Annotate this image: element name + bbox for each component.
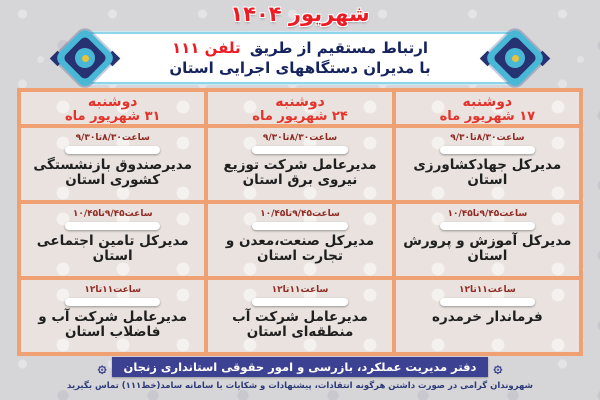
schedule-slot <box>21 280 204 352</box>
footer-note: شهروندان گرامی در صورت داشتن هرگونه انتقادات، پیشنهادات و شکایات با سامانه سامد(خط۱۱۱) تماس بگیرید <box>67 381 533 391</box>
underline-bar <box>440 222 535 230</box>
underline-bar <box>65 146 160 154</box>
schedule-table <box>17 88 583 356</box>
slot-title: مدیرعامل شرکت آب منطقه‌ای استان <box>232 309 368 341</box>
banner-strip <box>82 32 518 84</box>
footer-ornament-icon: ۞ <box>97 357 107 376</box>
column-day: دوشنبه <box>275 93 325 110</box>
schedule-slot <box>208 280 391 352</box>
slot-title: مدیرکل آموزش و پرورش استان <box>403 233 572 265</box>
underline-bar <box>440 298 535 306</box>
slot-time: ساعت۹/۴۵تا۱۰/۴۵ <box>72 209 153 219</box>
banner <box>0 31 600 85</box>
column-header <box>396 92 579 124</box>
schedule-column-17 <box>396 92 579 352</box>
footer-band-row <box>0 357 600 377</box>
medallion-dot <box>82 55 89 62</box>
slot-title: مدیرکل صنعت،معدن و تجارت استان <box>225 233 375 265</box>
schedule-column-31 <box>21 92 204 352</box>
underline-bar <box>65 298 160 306</box>
schedule-slot <box>396 128 579 200</box>
schedule-slot <box>208 128 391 200</box>
underline-bar <box>252 298 347 306</box>
column-header <box>208 92 391 124</box>
medallion-dot <box>512 55 519 62</box>
column-date: ۱۷ شهریور ماه <box>439 108 536 124</box>
footer-office-band: دفتر مدیریت عملکرد، بازرسی و امور حقوقی استانداری زنجان <box>112 357 489 377</box>
slot-time: ساعت۱۱تا۱۲ <box>84 285 142 295</box>
slot-time: ساعت۱۱تا۱۲ <box>271 285 329 295</box>
slot-time: ساعت۱۱تا۱۲ <box>459 285 516 295</box>
underline-bar <box>65 222 160 230</box>
underline-bar <box>252 222 347 230</box>
slot-title: مدیرعامل شرکت آب و فاضلاب استان <box>38 309 188 341</box>
schedule-slot <box>21 204 204 276</box>
banner-line-2: با مدیران دستگاههای اجرایی استان <box>169 59 431 77</box>
slot-title: فرماندار خرمدره <box>432 309 543 325</box>
slot-time: ساعت۹/۴۵تا۱۰/۴۵ <box>260 209 340 219</box>
ornament-medallion-icon <box>54 27 116 89</box>
banner-phone-111: تلفن ۱۱۱ <box>171 38 241 57</box>
slot-title: مدیرصندوق بازنشستگی کشوری استان <box>33 157 192 189</box>
slot-title: مدیرکل تامین اجتماعی استان <box>36 233 189 265</box>
slot-time: ساعت۸/۳۰تا۹/۳۰ <box>75 133 150 143</box>
slot-time: ساعت۹/۴۵تا۱۰/۴۵ <box>447 209 528 219</box>
footer-ornament-icon: ۞ <box>493 357 503 376</box>
schedule-slot <box>21 128 204 200</box>
schedule-column-24 <box>208 92 391 352</box>
page-title: شهریور ۱۴۰۴ <box>230 2 370 26</box>
slot-title: مدیرکل جهادکشاورزی استان <box>413 157 562 189</box>
banner-line-1 <box>172 38 428 58</box>
schedule-slot <box>396 280 579 352</box>
underline-bar <box>252 146 347 154</box>
slot-title: مدیرعامل شرکت توزیع نیروی برق استان <box>223 157 377 189</box>
ornament-medallion-icon <box>484 27 546 89</box>
slot-time: ساعت۸/۳۰تا۹/۳۰ <box>262 133 338 143</box>
schedule-slot <box>208 204 391 276</box>
column-day: دوشنبه <box>87 93 138 110</box>
banner-line1-text: ارتباط مستقیم از طریق <box>249 38 429 57</box>
column-date: ۲۴ شهریور ماه <box>252 108 348 124</box>
column-day: دوشنبه <box>462 93 513 110</box>
column-date: ۳۱ شهریور ماه <box>64 108 161 124</box>
column-header <box>21 92 204 124</box>
slot-time: ساعت۸/۳۰تا۹/۳۰ <box>450 133 525 143</box>
schedule-slot <box>396 204 579 276</box>
underline-bar <box>440 146 535 154</box>
